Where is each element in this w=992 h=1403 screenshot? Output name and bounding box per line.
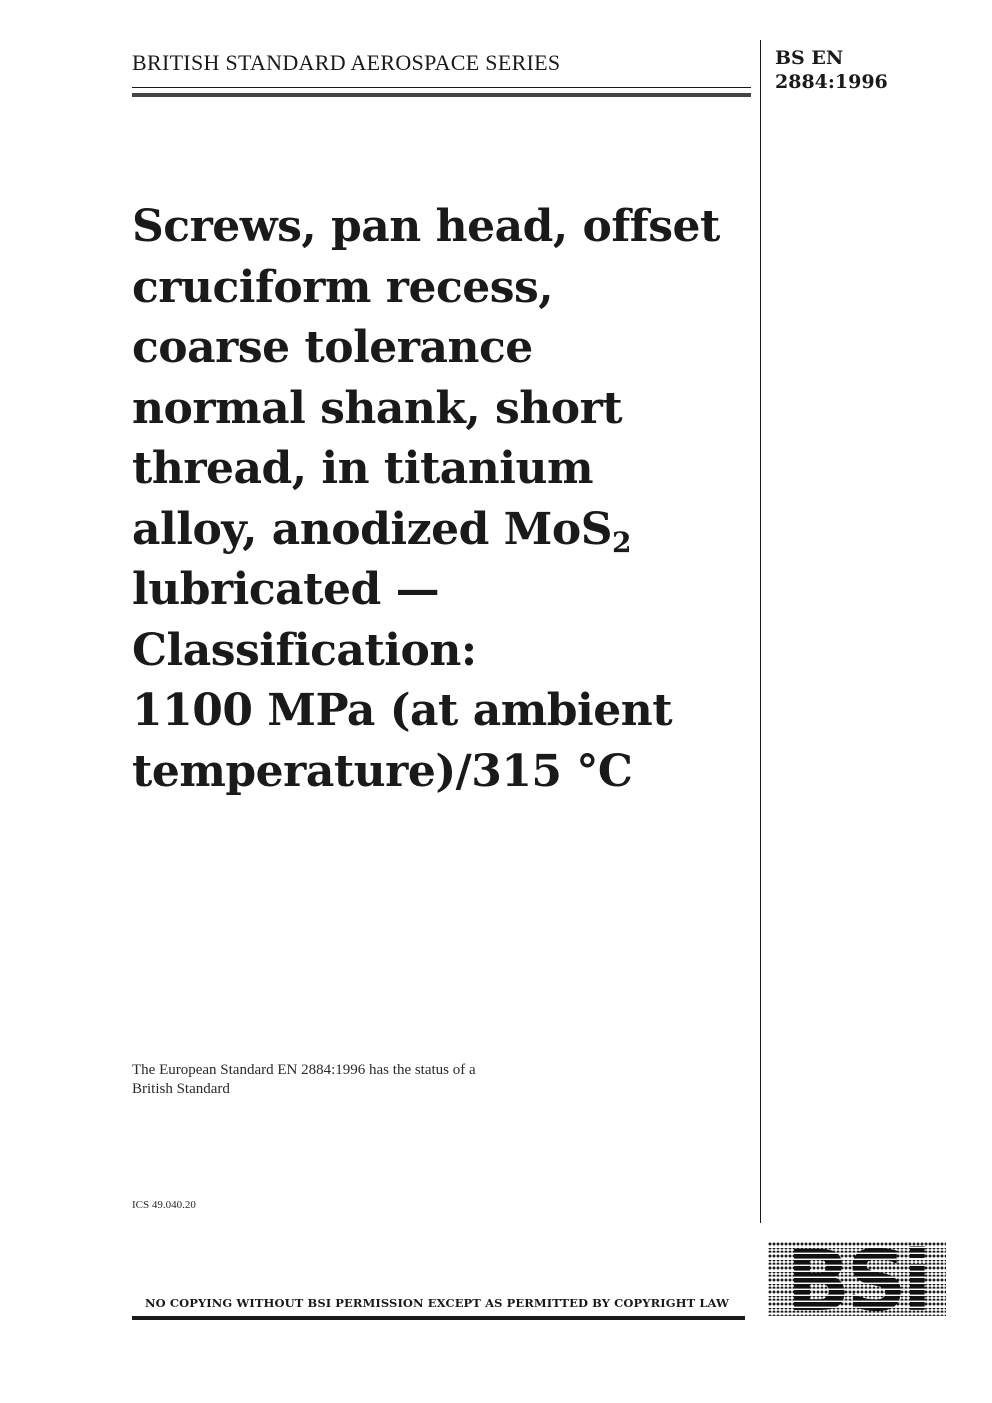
title-line: Screws, pan head, offset (132, 201, 720, 252)
title-line (132, 500, 752, 561)
title-subscript: 2 (612, 525, 631, 559)
title-line: lubricated — (132, 564, 440, 615)
series-title: BRITISH STANDARD AEROSPACE SERIES (132, 50, 561, 75)
standard-number-line1: BS EN (775, 47, 844, 69)
title-line: thread, in titanium (132, 443, 594, 494)
header-rule-top (132, 87, 751, 88)
bsi-logo (768, 1242, 946, 1316)
document-title (132, 197, 752, 802)
footer-rule (132, 1316, 745, 1320)
title-line: normal shank, short (132, 382, 623, 434)
title-line: coarse tolerance (132, 322, 533, 373)
title-line-text: alloy, anodized MoS (132, 503, 612, 555)
status-note-line1: The European Standard EN 2884:1996 has the status of a (132, 1062, 476, 1078)
vertical-divider (760, 40, 761, 1223)
standard-number-line2: 2884:1996 (775, 71, 888, 93)
standard-number (775, 46, 888, 94)
header-rule-bottom (132, 93, 751, 97)
title-line: 1100 MPa (at ambient (132, 685, 673, 736)
title-line: cruciform recess, (132, 261, 554, 313)
title-line: Classification: (132, 624, 477, 676)
ics-code: ICS 49.040.20 (132, 1199, 196, 1211)
status-note (132, 1061, 476, 1099)
copyright-notice: NO COPYING WITHOUT BSI PERMISSION EXCEPT AS PERMITTED BY COPYRIGHT LAW (145, 1296, 730, 1310)
title-line: temperature)/315 °C (132, 745, 633, 797)
status-note-line2: British Standard (132, 1081, 230, 1097)
